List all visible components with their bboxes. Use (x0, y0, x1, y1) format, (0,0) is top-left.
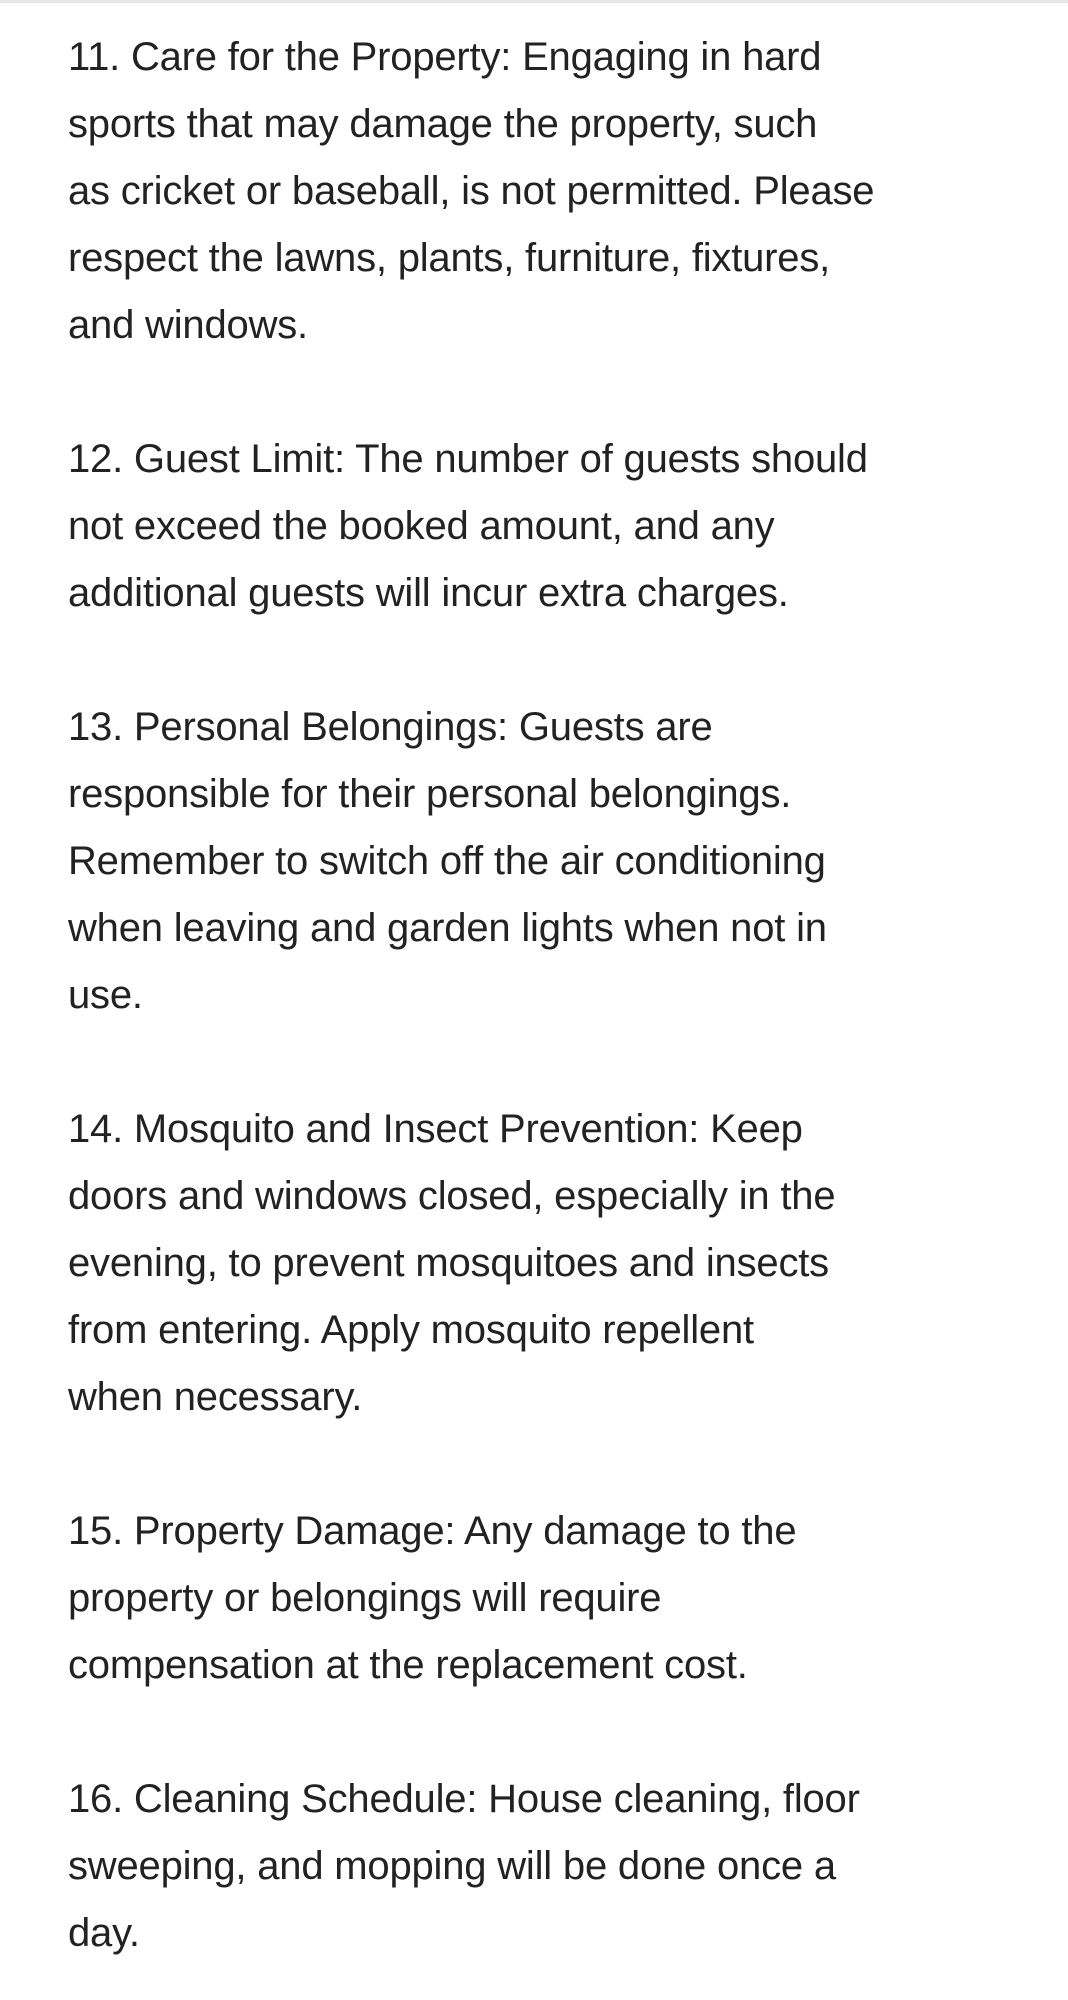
rule-line: 11. Care for the Property: Engaging in hard (68, 35, 822, 79)
rule-13-personal-belongings (68, 694, 1028, 1029)
rule-11-care-for-property (68, 24, 1028, 359)
rule-line: respect the lawns, plants, furniture, fixtures, (68, 236, 831, 280)
rule-line: from entering. Apply mosquito repellent (68, 1308, 754, 1352)
rule-line: and windows. (68, 303, 308, 347)
rule-15-property-damage (68, 1498, 1028, 1699)
rule-line: additional guests will incur extra charges. (68, 571, 789, 615)
rule-line: Remember to switch off the air conditioning (68, 839, 826, 883)
rule-line: sweeping, and mopping will be done once a (68, 1844, 836, 1888)
rule-16-cleaning-schedule (68, 1766, 1028, 1967)
rule-line: compensation at the replacement cost. (68, 1643, 748, 1687)
rule-line: 15. Property Damage: Any damage to the (68, 1509, 797, 1553)
rule-line: 16. Cleaning Schedule: House cleaning, floor (68, 1777, 860, 1821)
rule-line: 14. Mosquito and Insect Prevention: Keep (68, 1107, 803, 1151)
rule-line: sports that may damage the property, such (68, 102, 818, 146)
rule-line: 13. Personal Belongings: Guests are (68, 705, 713, 749)
rule-line: 12. Guest Limit: The number of guests should (68, 437, 868, 481)
rule-line: not exceed the booked amount, and any (68, 504, 775, 548)
rule-line: when necessary. (68, 1375, 363, 1419)
rule-line: use. (68, 973, 143, 1017)
rule-line: day. (68, 1911, 140, 1955)
rule-14-mosquito-insect-prevention (68, 1096, 1028, 1431)
rule-line: property or belongings will require (68, 1576, 662, 1620)
rule-line: doors and windows closed, especially in the (68, 1174, 836, 1218)
rule-line: as cricket or baseball, is not permitted. Please (68, 169, 875, 213)
rule-line: when leaving and garden lights when not in (68, 906, 827, 950)
rule-line: evening, to prevent mosquitoes and insects (68, 1241, 829, 1285)
house-rules-list (68, 24, 1028, 1967)
top-divider (0, 0, 1068, 3)
rule-12-guest-limit (68, 426, 1028, 627)
rule-line: responsible for their personal belongings. (68, 772, 792, 816)
